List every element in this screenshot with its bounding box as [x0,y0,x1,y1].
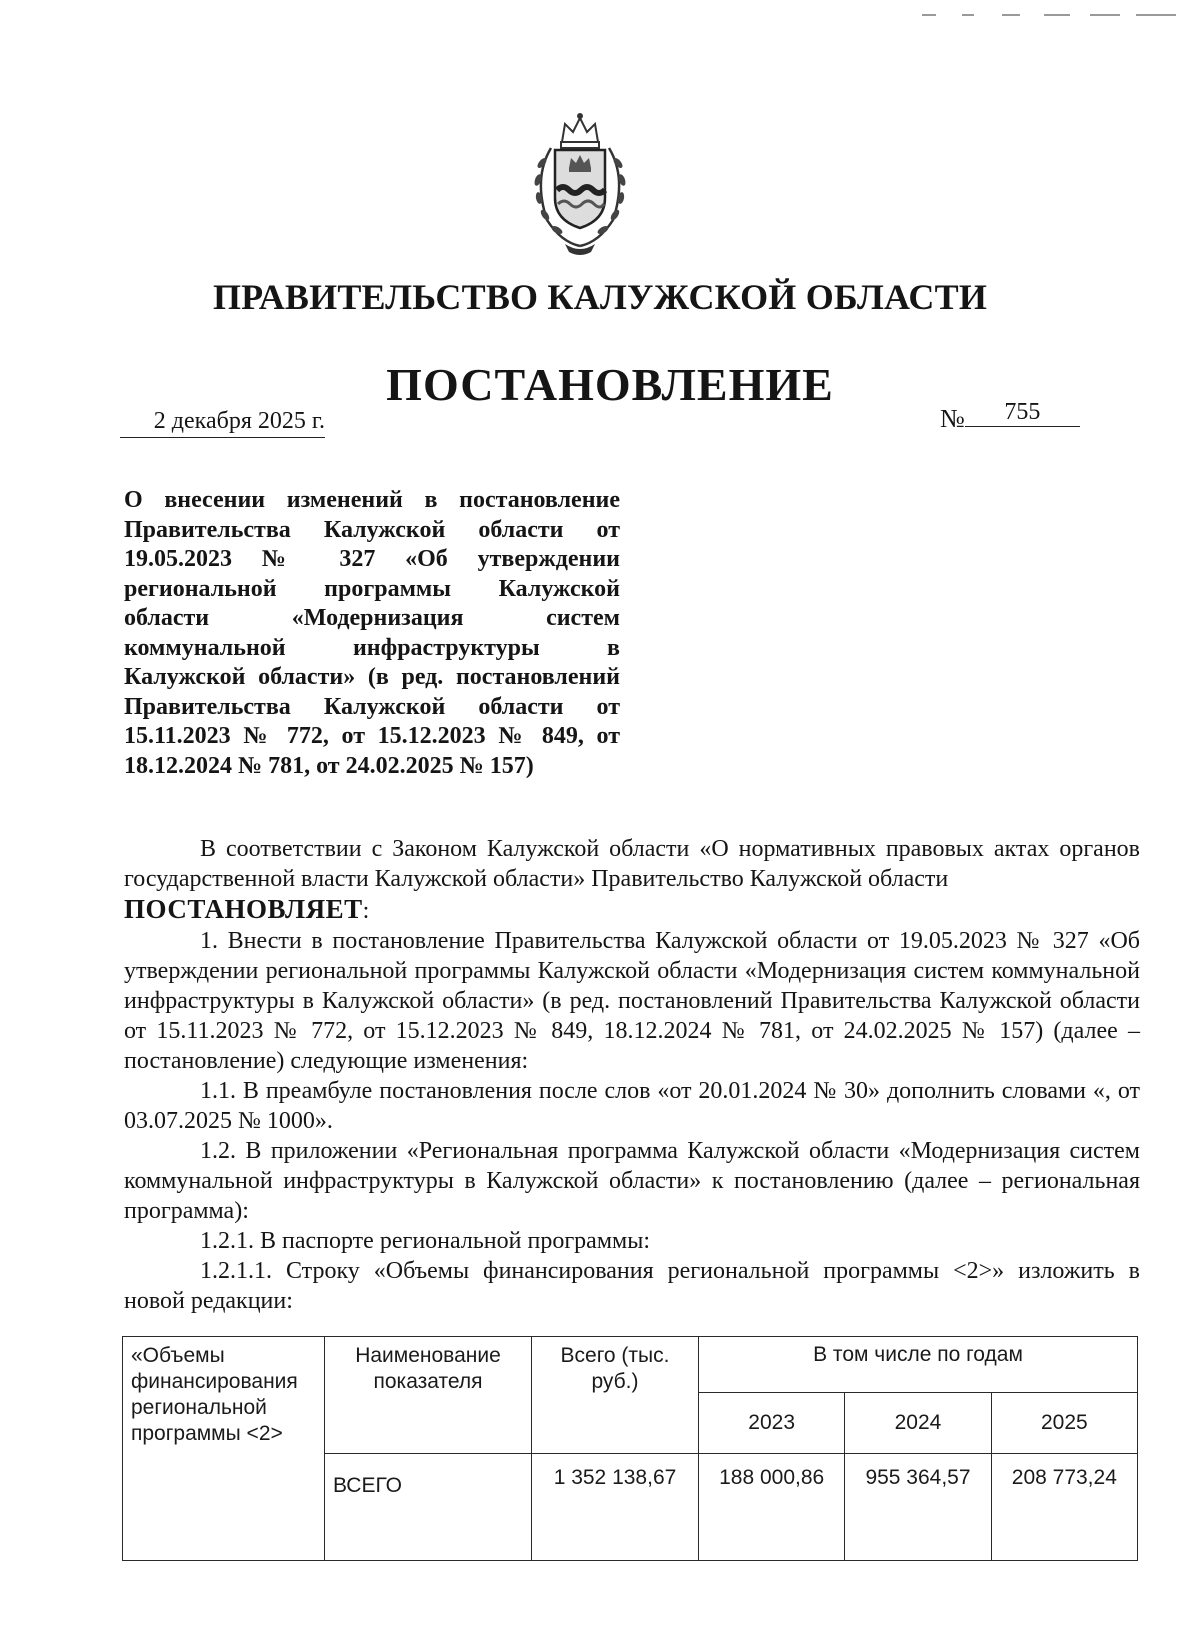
row-label-continuation [123,1453,325,1560]
document-type-title: ПОСТАНОВЛЕНИЕ [386,359,834,410]
paragraph-1-1: 1.1. В преамбуле постановления после слов «от 20.01.2024 № 30» дополнить словами «, от 03.07.2025 № 1000». [124,1078,1140,1134]
number-sign: № [940,404,965,433]
cell-indicator-name: ВСЕГО [325,1453,532,1560]
document-number: 755 [965,399,1080,427]
document-body [124,834,1140,1316]
document-date: 2 декабря 2025 г. [120,408,325,438]
column-header-name: Наименование показателя [325,1337,532,1454]
document-subject: О внесении изменений в постановление Правительства Калужской области от 19.05.2023 № 327 «Об утверждении региональной программы Калужской области «Модернизация систем коммунальной инфраструктуры в Калужской области» (в ред. постановлений Правительства Калужской области от 15.11.2023 № 772, от 15.12.2023 № 849, от 18.12.2024 № 781, от 24.02.2025 № 157) [124,487,620,779]
paragraph-1-2-1-1: 1.2.1.1. Строку «Объемы финансирования региональной программы <2>» изложить в новой редакции: [124,1258,1140,1314]
organization-title: ПРАВИТЕЛЬСТВО КАЛУЖСКОЙ ОБЛАСТИ [212,277,988,317]
document-number-block [940,399,1080,435]
decree-colon: : [362,898,370,924]
column-header-year: 2023 [699,1392,845,1453]
column-header-year: 2025 [991,1392,1137,1453]
cell-total-value: 1 352 138,67 [532,1453,699,1560]
cell-year-value: 955 364,57 [845,1453,991,1560]
paragraph-1: 1. Внести в постановление Правительства Калужской области от 19.05.2023 № 327 «Об утверждении региональной программы Калужской области «Модернизация систем коммунальной инфраструктуры в Калужской области» (в ред. постановлений Правительства Калужской области от 15.11.2023 № 772, от 15.12.2023 № 849, 18.12.2024 № 781, от 24.02.2025 № 157) (далее – постановление) следующие изменения: [124,928,1140,1074]
paragraph-1-2-1: 1.2.1. В паспорте региональной программы: [200,1228,650,1254]
cell-year-value: 188 000,86 [699,1453,845,1560]
financing-table [122,1336,1138,1561]
column-header-years: В том числе по годам [699,1337,1138,1393]
table-header-row [123,1337,1138,1393]
scan-artifact-marks [922,14,1182,18]
column-header-year: 2024 [845,1392,991,1453]
cell-year-value: 208 773,24 [991,1453,1137,1560]
decree-line [124,894,1140,926]
paragraph-1-2: 1.2. В приложении «Региональная программа Калужской области «Модернизация систем коммунальной инфраструктуры в Калужской области» к постановлению (далее – региональная программа): [124,1138,1140,1224]
decree-word: ПОСТАНОВЛЯЕТ [124,894,363,924]
preamble-paragraph: В соответствии с Законом Калужской области «О нормативных правовых актах органов государственной власти Калужской области» Правительство Калужской области [124,836,1140,892]
table-row [123,1453,1138,1560]
coat-of-arms-icon [525,108,635,258]
row-label-cell: «Объемы финансирования региональной программы <2> [123,1337,325,1454]
column-header-total: Всего (тыс. руб.) [532,1337,699,1454]
